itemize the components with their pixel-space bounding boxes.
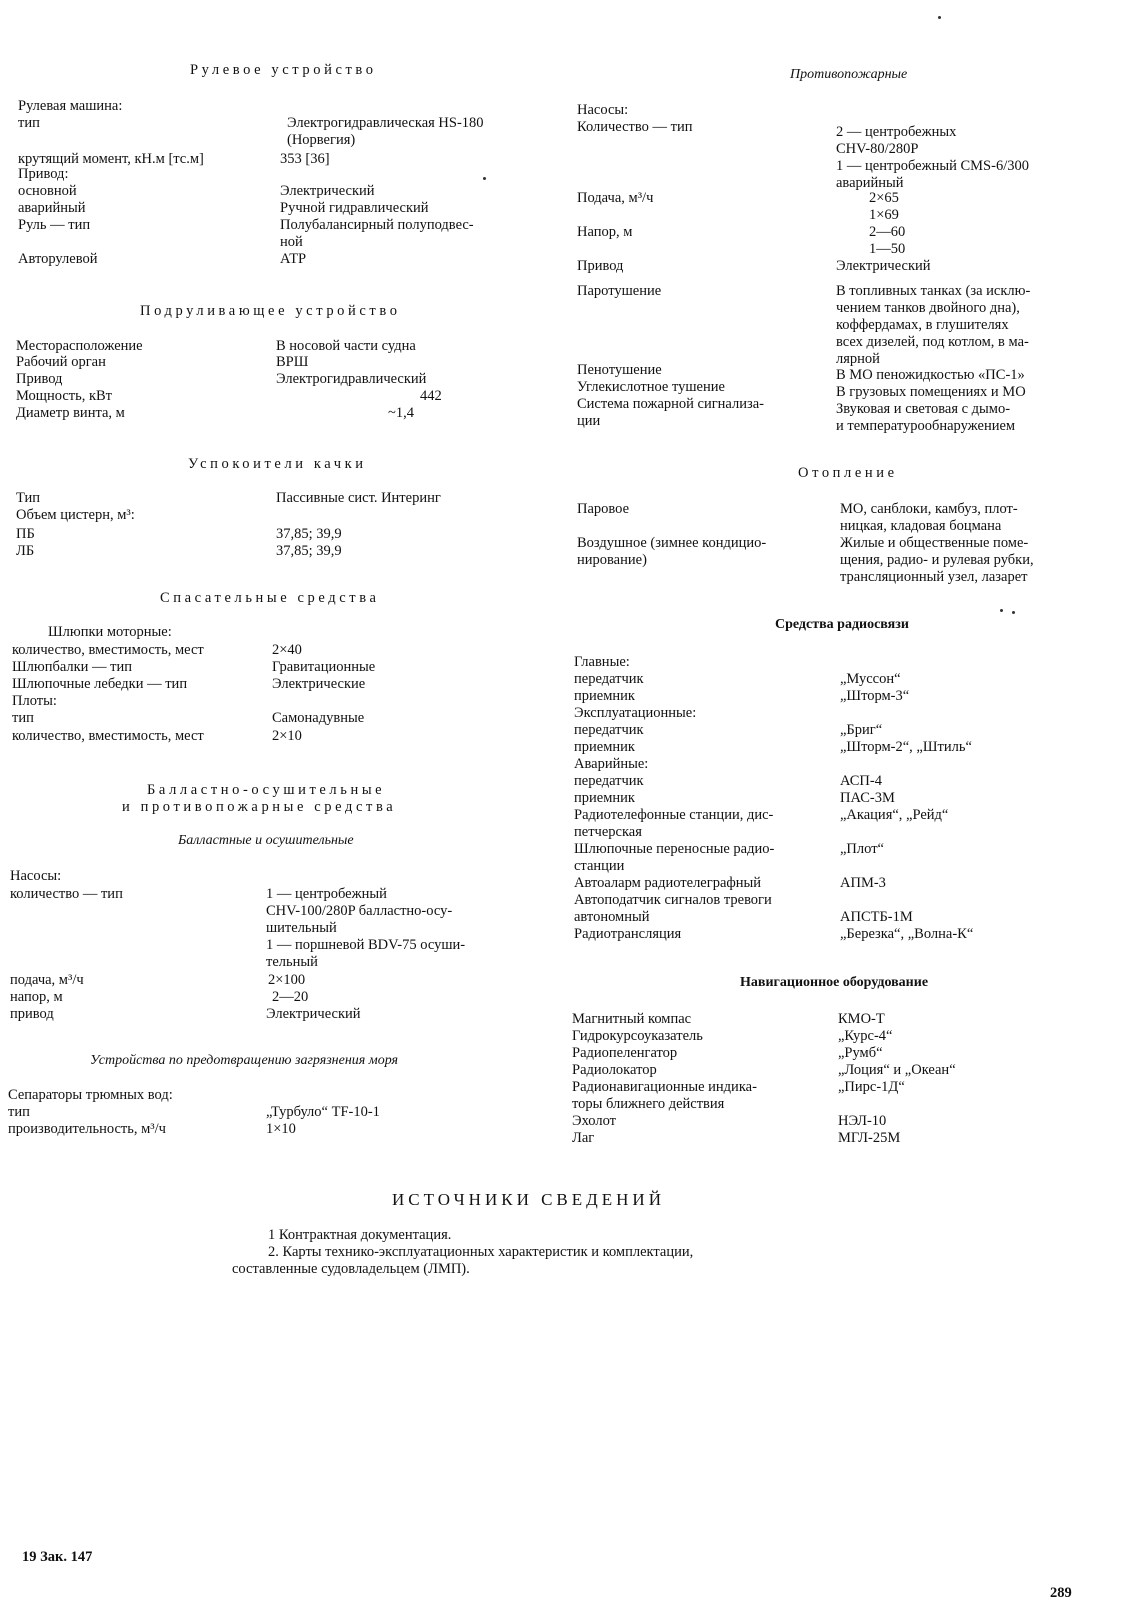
row-label: Радиотрансляция bbox=[574, 926, 682, 942]
section-title-ballast-1: Балластно-осушительные bbox=[147, 782, 386, 798]
scan-speck bbox=[938, 16, 941, 19]
row-value: „Акация“, „Рейд“ bbox=[840, 807, 949, 823]
page-number: 289 bbox=[1050, 1585, 1072, 1601]
row-value: Ручной гидравлический bbox=[280, 200, 429, 216]
row-value: шительный bbox=[266, 920, 337, 936]
row-label: напор, м bbox=[10, 989, 63, 1005]
row-label: Магнитный компас bbox=[572, 1011, 692, 1027]
row-value: Электрический bbox=[280, 183, 375, 199]
row-label: Аварийные: bbox=[574, 756, 649, 772]
row-label: нирование) bbox=[577, 552, 647, 568]
row-label: Привод bbox=[577, 258, 624, 274]
row-value: ницкая, кладовая боцмана bbox=[840, 518, 1002, 534]
row-label: тип bbox=[12, 710, 34, 726]
row-label: Радионавигационные индика- bbox=[572, 1079, 757, 1095]
row-label: Мощность, кВт bbox=[16, 388, 113, 404]
row-label: ции bbox=[577, 413, 601, 429]
row-label: Месторасположение bbox=[16, 338, 143, 354]
row-label: ПБ bbox=[16, 526, 35, 542]
row-value: НЭЛ-10 bbox=[838, 1113, 887, 1129]
row-value: чением танков двойного дна), bbox=[836, 300, 1020, 316]
row-label: торы ближнего действия bbox=[572, 1096, 725, 1112]
row-value: Электрический bbox=[266, 1006, 361, 1022]
row-value: Звуковая и световая с дымо- bbox=[836, 401, 1011, 417]
row-label: Воздушное (зимнее кондицио- bbox=[577, 535, 767, 551]
row-value: Электрические bbox=[272, 676, 366, 692]
row-value: и температурообнаружением bbox=[836, 418, 1016, 434]
row-value: ПАС-3М bbox=[840, 790, 895, 806]
row-label: Пенотушение bbox=[577, 362, 662, 378]
section-title-ballast-2: и противопожарные средства bbox=[122, 799, 397, 815]
row-label: количество, вместимость, мест bbox=[12, 728, 204, 744]
scan-speck bbox=[1012, 611, 1015, 614]
row-value: Гравитационные bbox=[272, 659, 376, 675]
row-label: Радиотелефонные станции, дис- bbox=[574, 807, 774, 823]
sources-item-1: 1 Контрактная документация. bbox=[268, 1227, 452, 1243]
row-value: АТР bbox=[280, 251, 307, 267]
row-value: 1—50 bbox=[869, 241, 906, 257]
row-label: ЛБ bbox=[16, 543, 35, 559]
section-title-heating: Отопление bbox=[798, 465, 898, 481]
row-label: приемник bbox=[574, 739, 635, 755]
row-label: Количество — тип bbox=[577, 119, 693, 135]
row-label: производительность, м³/ч bbox=[8, 1121, 166, 1137]
row-value: 1 — центробежный bbox=[266, 886, 387, 902]
row-label: Гидрокурсоуказатель bbox=[572, 1028, 703, 1044]
row-label: Рабочий орган bbox=[16, 354, 106, 370]
row-label: Главные: bbox=[574, 654, 630, 670]
row-label: станции bbox=[574, 858, 625, 874]
row-value: всех дизелей, под котлом, в ма- bbox=[836, 334, 1029, 350]
row-value: КМО-Т bbox=[838, 1011, 885, 1027]
section-title-nav: Навигационное оборудование bbox=[740, 975, 929, 990]
row-value: 2×40 bbox=[272, 642, 302, 658]
row-value: ВРШ bbox=[276, 354, 309, 370]
row-label: крутящий момент, кН.м [тс.м] bbox=[18, 151, 204, 167]
row-label: Радиолокатор bbox=[572, 1062, 657, 1078]
row-label: Авторулевой bbox=[18, 251, 98, 267]
row-label: Лаг bbox=[572, 1130, 595, 1146]
row-value: Самонадувные bbox=[272, 710, 365, 726]
row-label: Углекислотное тушение bbox=[577, 379, 725, 395]
row-value: 2×65 bbox=[869, 190, 899, 206]
row-value: ~1,4 bbox=[388, 405, 414, 421]
row-label: тип bbox=[18, 115, 40, 131]
row-label: аварийный bbox=[18, 200, 86, 216]
row-value: 1×10 bbox=[266, 1121, 296, 1137]
row-value: 442 bbox=[420, 388, 442, 404]
row-value: 2×100 bbox=[268, 972, 306, 988]
row-value: Электрогидравлический bbox=[276, 371, 427, 387]
row-label: Автоподатчик сигналов тревоги bbox=[574, 892, 772, 908]
row-label: Шлюпки моторные: bbox=[48, 624, 172, 640]
row-value: 353 [36] bbox=[280, 151, 330, 167]
row-label: Эхолот bbox=[572, 1113, 616, 1129]
row-value: „Турбуло“ TF-10-1 bbox=[266, 1104, 380, 1120]
sources-item-2: 2. Карты технико-эксплуатационных характеристик и комплектации, bbox=[268, 1244, 694, 1260]
footer-order: 19 Зак. 147 bbox=[22, 1549, 93, 1565]
row-value: 1 — поршневой BDV-75 осуши- bbox=[266, 937, 466, 953]
row-value: (Норвегия) bbox=[287, 132, 356, 148]
row-label: Эксплуатационные: bbox=[574, 705, 697, 721]
row-value: 1×69 bbox=[869, 207, 899, 223]
row-label: передатчик bbox=[574, 722, 644, 738]
row-value: Пассивные сист. Интеринг bbox=[276, 490, 441, 506]
row-value: „Березка“, „Волна-К“ bbox=[840, 926, 974, 942]
row-value: АСП-4 bbox=[840, 773, 882, 789]
subsection-title-pollution: Устройства по предотвращению загрязнения моря bbox=[90, 1053, 399, 1068]
subsection-title-fire: Противопожарные bbox=[790, 67, 908, 82]
row-label: Автоаларм радиотелеграфный bbox=[574, 875, 762, 891]
row-label: Напор, м bbox=[577, 224, 633, 240]
row-label: количество, вместимость, мест bbox=[12, 642, 204, 658]
row-label: Насосы: bbox=[577, 102, 629, 118]
row-label: Радиопеленгатор bbox=[572, 1045, 678, 1061]
row-value: Жилые и общественные поме- bbox=[840, 535, 1029, 551]
row-label: привод bbox=[10, 1006, 54, 1022]
row-value: трансляционный узел, лазарет bbox=[840, 569, 1028, 585]
sources-item-3: составленные судовладельцем (ЛМП). bbox=[232, 1261, 470, 1277]
row-label: передатчик bbox=[574, 773, 644, 789]
row-value: „Лоция“ и „Океан“ bbox=[838, 1062, 956, 1078]
row-value: 37,85; 39,9 bbox=[276, 543, 342, 559]
row-label: Объем цистерн, м³: bbox=[16, 507, 135, 523]
row-value: тельный bbox=[266, 954, 318, 970]
subsection-title-ballast: Балластные и осушительные bbox=[178, 833, 354, 848]
row-value: „Курс-4“ bbox=[838, 1028, 893, 1044]
row-value: 1 — центробежный CMS-6/300 bbox=[836, 158, 1029, 174]
row-label: Тип bbox=[16, 490, 41, 506]
row-label: Насосы: bbox=[10, 868, 62, 884]
row-value: 2—60 bbox=[869, 224, 906, 240]
row-value: щения, радио- и рулевая рубки, bbox=[840, 552, 1034, 568]
row-label: подача, м³/ч bbox=[10, 972, 84, 988]
row-value: В топливных танках (за исклю- bbox=[836, 283, 1031, 299]
row-value: Электрический bbox=[836, 258, 931, 274]
row-label: тип bbox=[8, 1104, 30, 1120]
row-label: петчерская bbox=[574, 824, 642, 840]
row-value: В грузовых помещениях и МО bbox=[836, 384, 1026, 400]
scan-speck bbox=[483, 177, 486, 180]
row-value: „Шторм-2“, „Штиль“ bbox=[840, 739, 972, 755]
row-value: аварийный bbox=[836, 175, 904, 191]
row-label: Шлюпбалки — тип bbox=[12, 659, 133, 675]
row-value: 37,85; 39,9 bbox=[276, 526, 342, 542]
row-value: „Шторм-3“ bbox=[840, 688, 910, 704]
row-label: Система пожарной сигнализа- bbox=[577, 396, 764, 412]
row-label: Сепараторы трюмных вод: bbox=[8, 1087, 173, 1103]
row-value: Электрогидравлическая HS-180 bbox=[287, 115, 484, 131]
row-label: Руль — тип bbox=[18, 217, 91, 233]
row-label: Плоты: bbox=[12, 693, 57, 709]
row-value: CHV-100/280P балластно-осу- bbox=[266, 903, 453, 919]
row-value: Полубалансирный полуподвес- bbox=[280, 217, 474, 233]
section-title-stabilizers: Успокоители качки bbox=[188, 456, 367, 472]
section-title-thruster: Подруливающее устройство bbox=[140, 303, 401, 319]
row-label: передатчик bbox=[574, 671, 644, 687]
row-value: „Румб“ bbox=[838, 1045, 883, 1061]
section-title-radio: Средства радиосвязи bbox=[775, 617, 909, 632]
row-value: МГЛ-25М bbox=[838, 1130, 901, 1146]
row-value: В МО пеножидкостью «ПС-1» bbox=[836, 367, 1025, 383]
row-value: АПМ-3 bbox=[840, 875, 886, 891]
row-value: лярной bbox=[836, 351, 880, 367]
row-label: автономный bbox=[574, 909, 650, 925]
row-value: „Муссон“ bbox=[840, 671, 901, 687]
row-label: Привод: bbox=[18, 166, 69, 182]
row-label: приемник bbox=[574, 790, 635, 806]
row-value: 2—20 bbox=[272, 989, 309, 1005]
row-value: „Бриг“ bbox=[840, 722, 883, 738]
row-label: Шлюпочные лебедки — тип bbox=[12, 676, 188, 692]
row-label: основной bbox=[18, 183, 77, 199]
row-label: Рулевая машина: bbox=[18, 98, 123, 114]
row-value: 2×10 bbox=[272, 728, 302, 744]
row-label: Паровое bbox=[577, 501, 630, 517]
row-value: 2 — центробежных bbox=[836, 124, 957, 140]
row-value: коффердамах, в глушителях bbox=[836, 317, 1009, 333]
row-value: АПСТБ-1М bbox=[840, 909, 913, 925]
row-value: CHV-80/280P bbox=[836, 141, 919, 157]
section-title-lifesaving: Спасательные средства bbox=[160, 590, 380, 606]
row-label: Подача, м³/ч bbox=[577, 190, 654, 206]
scan-speck bbox=[1000, 609, 1003, 612]
sources-title: ИСТОЧНИКИ СВЕДЕНИЙ bbox=[392, 1190, 665, 1209]
row-label: Диаметр винта, м bbox=[16, 405, 125, 421]
section-title-steering: Рулевое устройство bbox=[190, 62, 377, 78]
row-label: приемник bbox=[574, 688, 635, 704]
row-value: МО, санблоки, камбуз, плот- bbox=[840, 501, 1018, 517]
row-value: „Пирс-1Д“ bbox=[838, 1079, 905, 1095]
row-label: Привод bbox=[16, 371, 63, 387]
row-value: ной bbox=[280, 234, 303, 250]
row-label: количество — тип bbox=[10, 886, 123, 902]
row-value: В носовой части судна bbox=[276, 338, 416, 354]
row-label: Паротушение bbox=[577, 283, 662, 299]
row-value: „Плот“ bbox=[840, 841, 884, 857]
row-label: Шлюпочные переносные радио- bbox=[574, 841, 775, 857]
